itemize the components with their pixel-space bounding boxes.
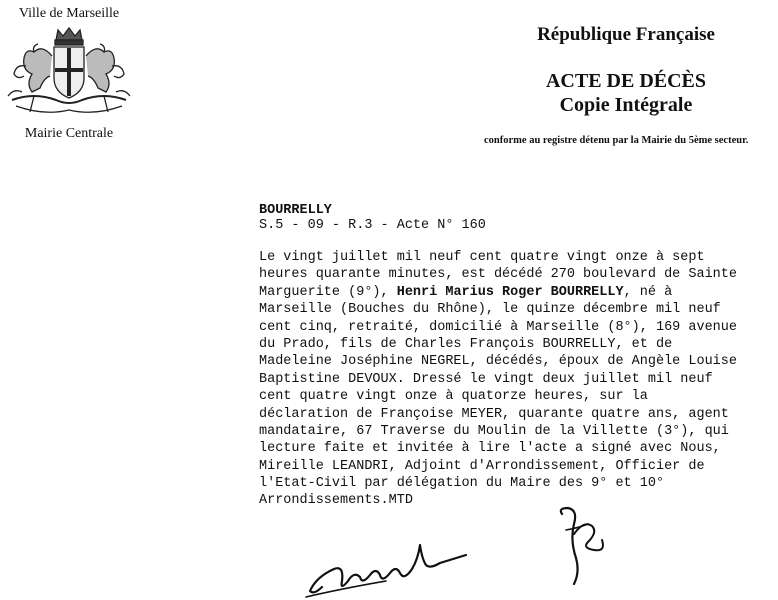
record-reference: S.5 - 09 - R.3 - Acte N° 160 bbox=[259, 218, 486, 233]
document-title: ACTE DE DÉCÈS bbox=[545, 70, 707, 92]
text-line: cent quatre vingt onze à quatorze heures, sur la bbox=[259, 389, 648, 405]
text-line: lecture faite et invitée à lire l'acte a signé avec Nous, bbox=[259, 441, 721, 457]
text-line: heures quarante minutes, est décédé 270 boulevard de Sainte bbox=[259, 267, 737, 283]
text-line: Arrondissements.MTD bbox=[259, 493, 413, 509]
declarant-signature bbox=[548, 500, 618, 590]
office-name: Mairie Centrale bbox=[24, 126, 114, 141]
text-line: cent cinq, retraité, domicilié à Marseille (8°), 169 avenue bbox=[259, 319, 737, 335]
officer-signature bbox=[300, 525, 470, 600]
coat-of-arms-icon bbox=[4, 26, 134, 122]
text-line: Madeleine Joséphine NEGREL, décédés, époux de Angèle Louise bbox=[259, 354, 737, 370]
text-line: Mireille LEANDRI, Adjoint d'Arrondissement, Officier de bbox=[259, 458, 705, 474]
text-line: l'Etat-Civil par délégation du Maire des 9° et 10° bbox=[259, 476, 665, 492]
text-line: Le vingt juillet mil neuf cent quatre vingt onze à sept bbox=[259, 250, 705, 265]
conformity-note: conforme au registre détenu par la Mairie du 5ème secteur. bbox=[484, 135, 749, 146]
text-line: du Prado, fils de Charles François BOURRELLY, et de bbox=[259, 336, 673, 352]
death-record-text bbox=[259, 249, 773, 510]
text-line: Marguerite (9°), Henri Marius Roger BOURRELLY, né à bbox=[259, 284, 673, 300]
republic-heading: République Française bbox=[537, 24, 715, 45]
text-line: Marseille (Bouches du Rhône), le quinze décembre mil neuf bbox=[259, 302, 721, 318]
copy-type: Copie Intégrale bbox=[559, 94, 693, 116]
deceased-name: Henri Marius Roger BOURRELLY bbox=[396, 284, 624, 300]
text-line: mandataire, 67 Traverse du Moulin de la Villette (3°), qui bbox=[259, 423, 729, 439]
text-line: Baptistine DEVOUX. Dressé le vingt deux juillet mil neuf bbox=[259, 371, 713, 387]
text-line: déclaration de Françoise MEYER, quarante quatre ans, agent bbox=[259, 406, 729, 422]
city-name: Ville de Marseille bbox=[18, 6, 120, 21]
record-surname: BOURRELLY bbox=[259, 203, 332, 218]
